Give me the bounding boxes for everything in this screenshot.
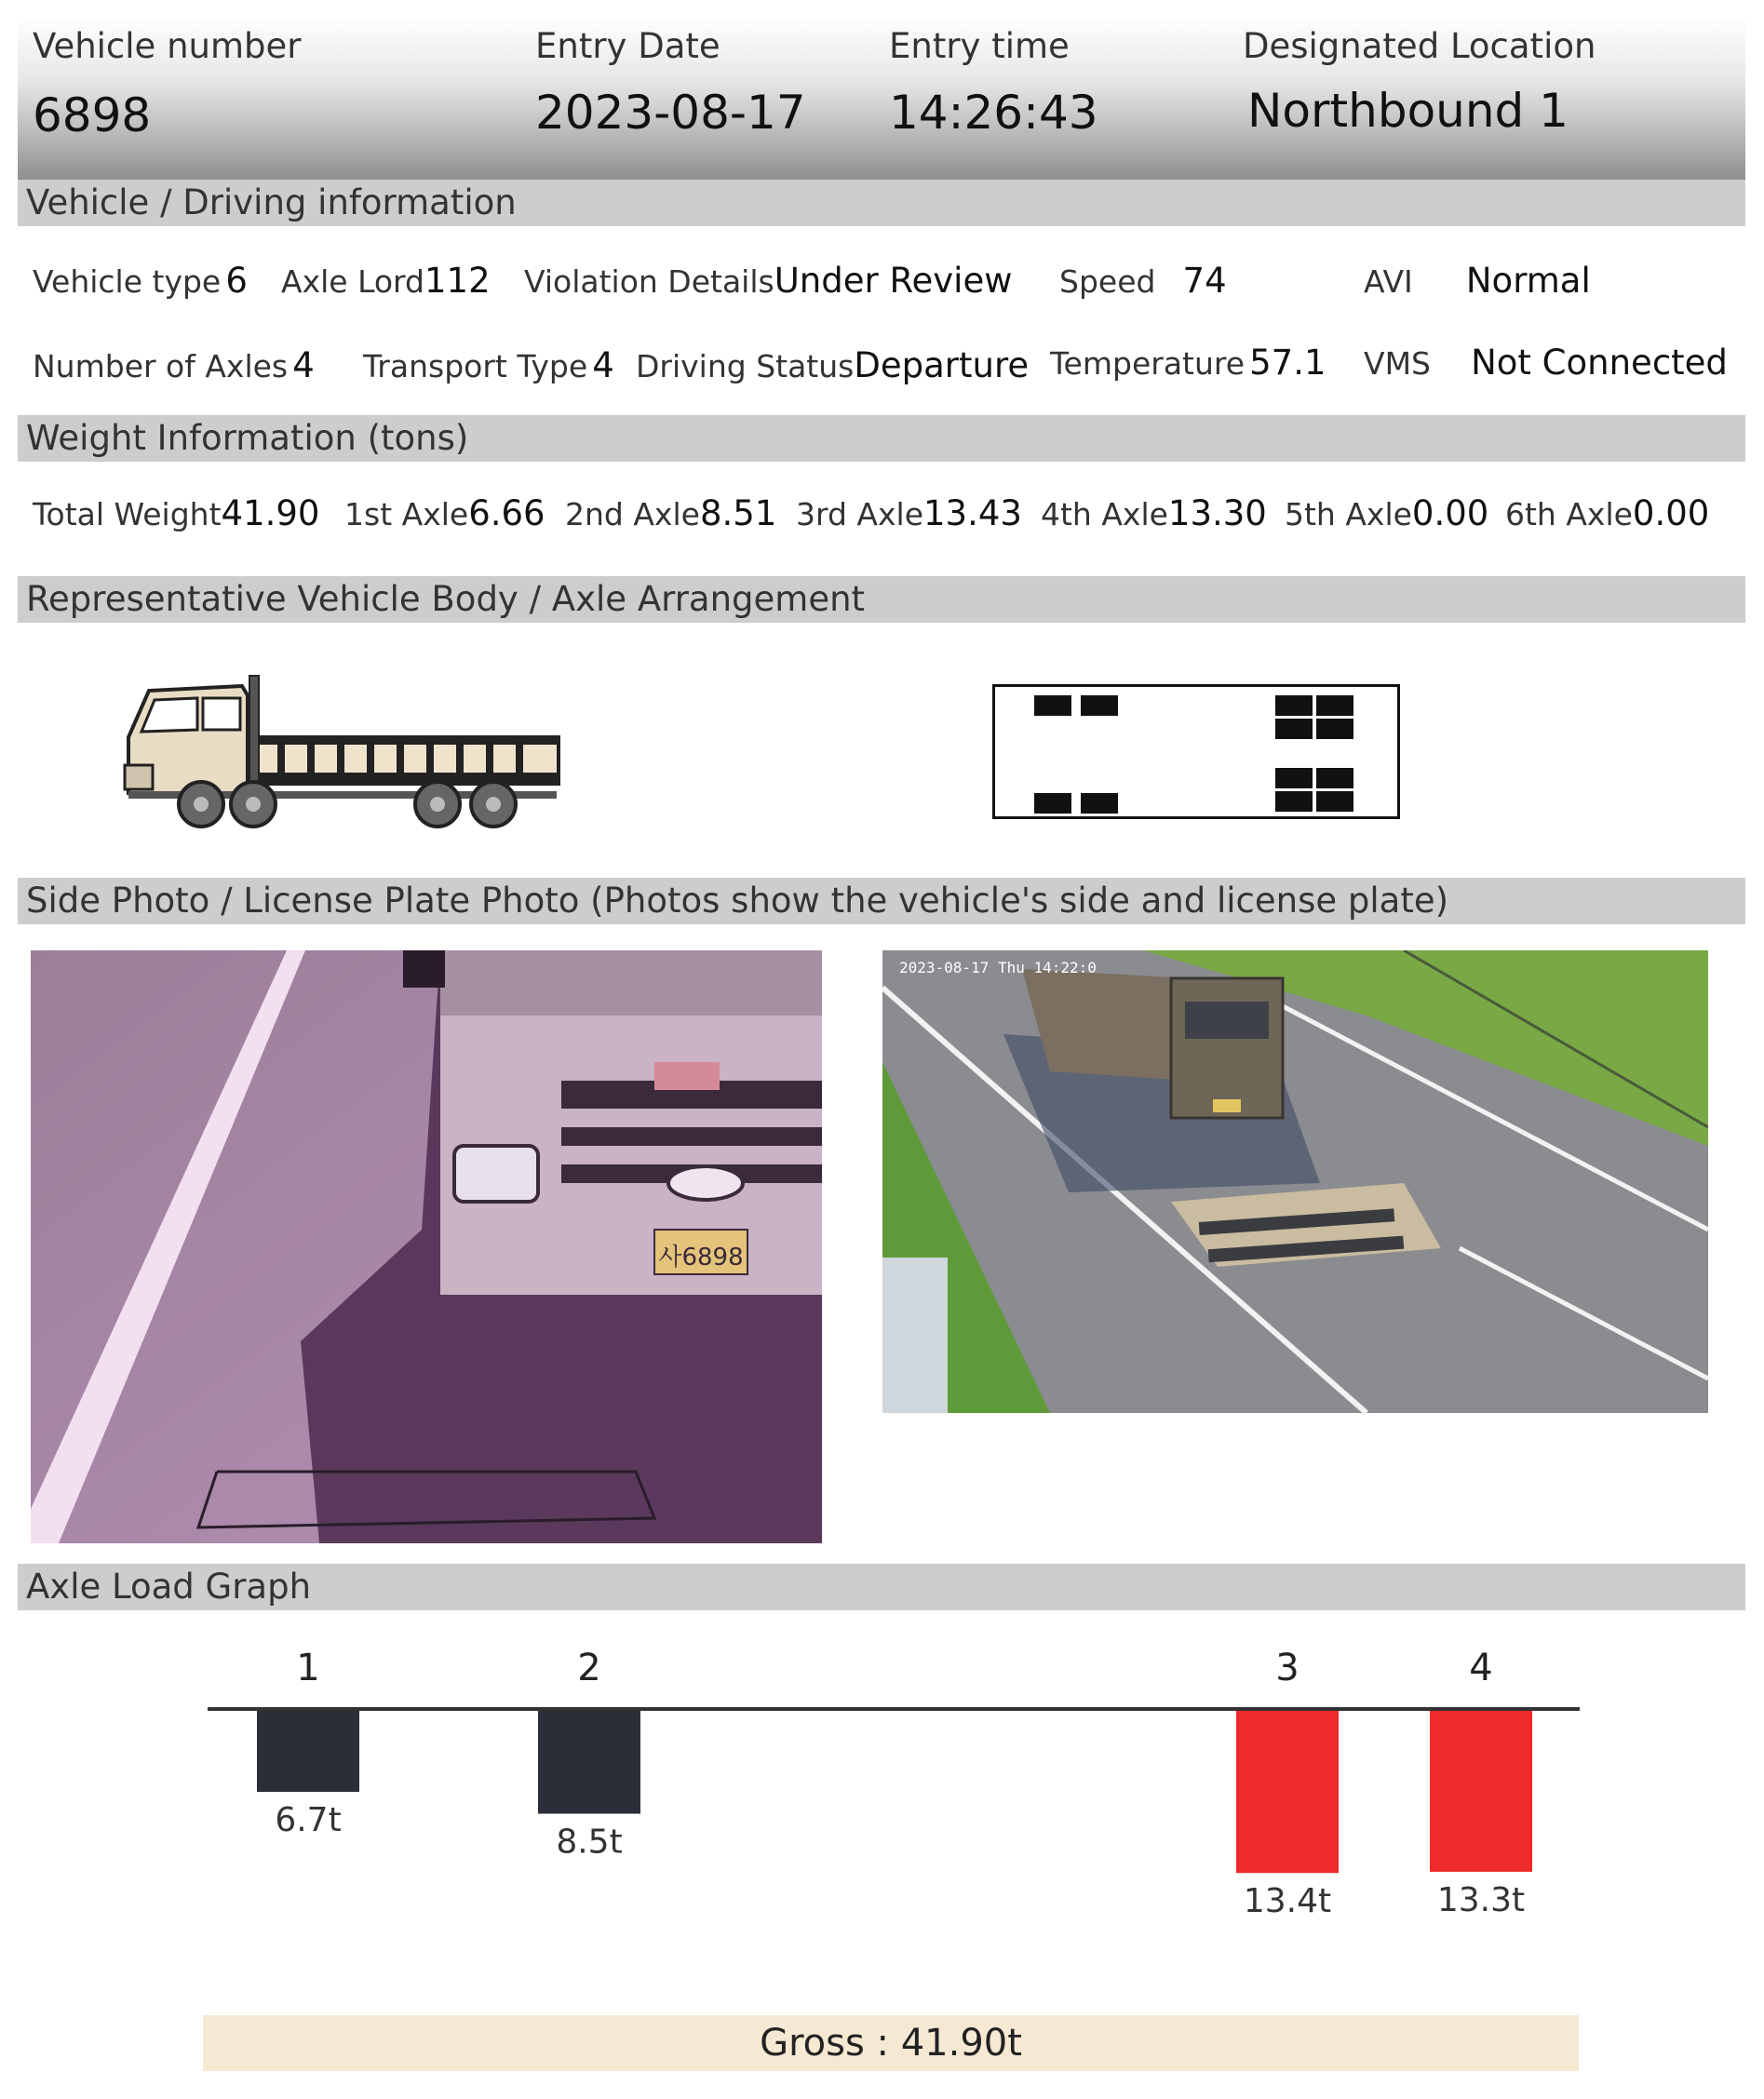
avi-value: Normal bbox=[1465, 261, 1591, 301]
axle4-label: 4th Axle bbox=[1041, 496, 1168, 532]
entry-time-label: Entry time bbox=[889, 26, 1070, 66]
axle3-value: 13.43 bbox=[923, 493, 1022, 533]
vehicle-type-label: Vehicle type bbox=[33, 263, 222, 300]
axles-field bbox=[33, 345, 315, 385]
location-value: Northbound 1 bbox=[1247, 84, 1569, 138]
plate-number-text: 사6898 bbox=[658, 1244, 744, 1272]
vms-label: VMS bbox=[1364, 345, 1431, 382]
axle-lord-value: 112 bbox=[424, 261, 491, 301]
axle-category-label: 2 bbox=[577, 1647, 601, 1689]
vehicle-number-label: Vehicle number bbox=[33, 26, 302, 66]
axles-value: 4 bbox=[292, 345, 315, 385]
axle-load-chart bbox=[18, 1613, 1745, 1985]
axle-category-label: 3 bbox=[1275, 1647, 1299, 1689]
temperature-value: 57.1 bbox=[1249, 343, 1326, 383]
section-photos: Side Photo / License Plate Photo (Photos show the vehicle's side and license plate) bbox=[18, 878, 1745, 924]
axle6-weight-field bbox=[1505, 493, 1709, 533]
axle5-weight-field bbox=[1285, 493, 1488, 533]
axle-bar-2 bbox=[538, 1711, 640, 1814]
transport-field bbox=[363, 345, 614, 385]
axle-category-label: 1 bbox=[296, 1647, 320, 1689]
wheel-front-left-1 bbox=[1034, 695, 1071, 716]
transport-label: Transport Type bbox=[363, 348, 588, 384]
speed-field bbox=[1059, 261, 1227, 301]
axle-value-label: 13.4t bbox=[1243, 1882, 1332, 1921]
driving-status-field bbox=[636, 345, 1029, 385]
axle2-value: 8.51 bbox=[699, 493, 777, 533]
axle3-label: 3rd Axle bbox=[796, 496, 923, 532]
axle-category-label: 4 bbox=[1469, 1647, 1493, 1689]
wheel-rear-right-2 bbox=[1316, 768, 1353, 788]
axle-bar-1 bbox=[257, 1711, 359, 1792]
transport-value: 4 bbox=[592, 345, 614, 385]
axle1-weight-field bbox=[344, 493, 545, 533]
axle-value-label: 8.5t bbox=[556, 1823, 623, 1862]
axle-value-label: 6.7t bbox=[275, 1801, 342, 1840]
axle1-value: 6.66 bbox=[468, 493, 545, 533]
temperature-field bbox=[1050, 343, 1326, 383]
avi-field bbox=[1364, 261, 1591, 301]
axle5-label: 5th Axle bbox=[1285, 496, 1412, 532]
wheel-rear-left-1 bbox=[1275, 695, 1313, 716]
total-weight-label: Total Weight bbox=[33, 496, 222, 532]
axle4-weight-field bbox=[1041, 493, 1267, 533]
truck-body-icon bbox=[121, 672, 568, 830]
axle2-weight-field bbox=[565, 493, 776, 533]
axle5-value: 0.00 bbox=[1411, 493, 1489, 533]
section-axle-graph: Axle Load Graph bbox=[18, 1564, 1745, 1610]
axle-value-label: 13.3t bbox=[1436, 1880, 1526, 1919]
wheel-rear-right-3 bbox=[1275, 791, 1313, 812]
axle2-label: 2nd Axle bbox=[565, 496, 700, 532]
speed-value: 74 bbox=[1182, 261, 1227, 301]
vms-field bbox=[1364, 343, 1728, 383]
entry-time: 14:26:43 bbox=[889, 86, 1098, 140]
axle-bar-4 bbox=[1430, 1711, 1532, 1872]
wheel-rear-left-4 bbox=[1316, 719, 1353, 739]
axle-bar-3 bbox=[1236, 1711, 1339, 1873]
wheel-front-right-1 bbox=[1034, 793, 1071, 814]
total-weight-value: 41.90 bbox=[221, 493, 320, 533]
violation-value: Under Review bbox=[774, 261, 1013, 301]
axle1-label: 1st Axle bbox=[344, 496, 469, 532]
driving-status-label: Driving Status bbox=[636, 348, 855, 384]
wheel-front-right-2 bbox=[1081, 793, 1118, 814]
gross-weight-banner: Gross : 41.90t bbox=[203, 2015, 1579, 2071]
axle-arrangement-diagram bbox=[992, 684, 1400, 819]
wheel-front-left-2 bbox=[1081, 695, 1118, 716]
section-body-axle: Representative Vehicle Body / Axle Arrangement bbox=[18, 576, 1745, 623]
axle4-value: 13.30 bbox=[1167, 493, 1267, 533]
entry-date-label: Entry Date bbox=[535, 26, 720, 66]
vehicle-type-value: 6 bbox=[225, 261, 248, 301]
axles-label: Number of Axles bbox=[33, 348, 289, 384]
temperature-label: Temperature bbox=[1050, 345, 1246, 382]
wheel-rear-left-3 bbox=[1275, 719, 1313, 739]
side-camera-photo[interactable] bbox=[882, 950, 1708, 1413]
vehicle-number: 6898 bbox=[33, 88, 152, 142]
entry-date: 2023-08-17 bbox=[535, 86, 806, 140]
violation-label: Violation Details bbox=[524, 263, 774, 300]
total-weight-field bbox=[33, 493, 319, 533]
violation-field bbox=[524, 261, 1013, 301]
section-vehicle-info: Vehicle / Driving information bbox=[18, 180, 1745, 226]
vehicle-type-field bbox=[33, 261, 248, 301]
vms-value: Not Connected bbox=[1471, 343, 1728, 383]
axle-lord-label: Axle Lord bbox=[281, 263, 424, 300]
wheel-rear-right-4 bbox=[1316, 791, 1353, 812]
speed-label: Speed bbox=[1059, 263, 1156, 300]
axle-lord-field bbox=[281, 261, 491, 301]
avi-label: AVI bbox=[1364, 263, 1413, 300]
wheel-rear-right-1 bbox=[1275, 768, 1313, 788]
section-weight-info: Weight Information (tons) bbox=[18, 415, 1745, 462]
wheel-rear-left-2 bbox=[1316, 695, 1353, 716]
axle6-label: 6th Axle bbox=[1505, 496, 1633, 532]
axle3-weight-field bbox=[796, 493, 1022, 533]
license-plate-photo[interactable] bbox=[31, 950, 822, 1543]
driving-status-value: Departure bbox=[854, 345, 1030, 385]
camera-timestamp: 2023-08-17 Thu 14:22:0 bbox=[899, 959, 1097, 976]
location-label: Designated Location bbox=[1243, 26, 1596, 66]
axle6-value: 0.00 bbox=[1632, 493, 1710, 533]
